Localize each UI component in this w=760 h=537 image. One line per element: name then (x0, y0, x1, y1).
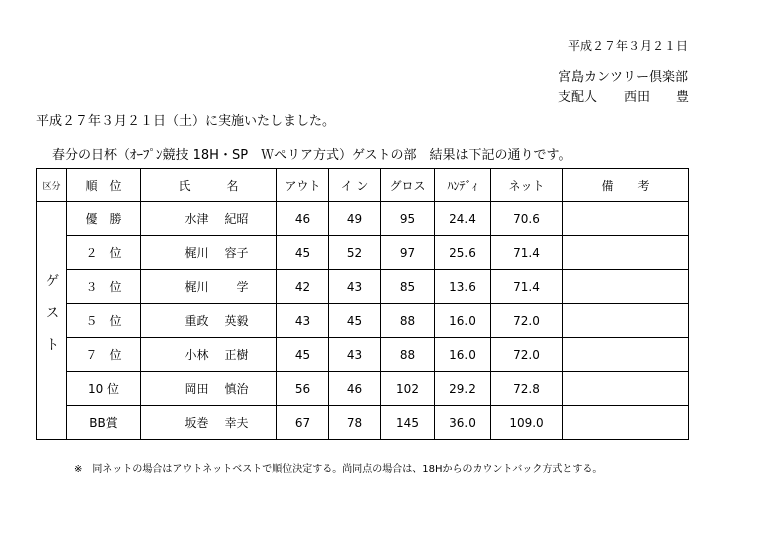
player-given-name: 正樹 (224, 348, 249, 362)
results-table (36, 168, 689, 440)
remarks-cell (563, 304, 689, 338)
player-surname: 坂巻 (184, 416, 209, 430)
manager-name: 西田 豊 (624, 90, 690, 105)
net-cell: 70.6 (491, 202, 563, 236)
net-cell: 71.4 (491, 270, 563, 304)
remarks-cell (563, 406, 689, 440)
remarks-cell (563, 338, 689, 372)
out-cell: 42 (277, 270, 329, 304)
table-row (37, 338, 689, 372)
in-cell: 46 (329, 372, 381, 406)
net-cell: 72.8 (491, 372, 563, 406)
table-row (37, 270, 689, 304)
manager-role: 支配人 (558, 90, 598, 105)
player-name-cell (141, 372, 277, 406)
header-in: イ ン (329, 169, 381, 202)
out-cell: 43 (277, 304, 329, 338)
table-row (37, 406, 689, 440)
net-cell: 72.0 (491, 304, 563, 338)
out-cell: 67 (277, 406, 329, 440)
player-given-name: 慎治 (224, 382, 249, 396)
player-given-name: 英毅 (224, 314, 249, 328)
category-cell: ゲスト (37, 202, 67, 440)
player-name-cell (141, 236, 277, 270)
header-net: ネット (491, 169, 563, 202)
remarks-cell (563, 236, 689, 270)
document-date: 平成２７年３月２１日 (568, 39, 689, 53)
handicap-cell: 13.6 (435, 270, 491, 304)
rank-cell: BB賞 (67, 406, 141, 440)
player-given-name: 学 (224, 280, 249, 294)
player-surname: 小林 (184, 348, 209, 362)
player-name-cell (141, 270, 277, 304)
player-given-name: 幸夫 (224, 416, 249, 430)
in-cell: 78 (329, 406, 381, 440)
table-row (37, 304, 689, 338)
competition-title: 春分の日杯（ｵｰﾌﾟﾝ競技 18H・SP Ｗペリア方式）ゲストの部 結果は下記の通りです。 (52, 148, 572, 163)
handicap-cell: 16.0 (435, 304, 491, 338)
player-surname: 岡田 (184, 382, 209, 396)
gross-cell: 102 (381, 372, 435, 406)
club-name: 宮島カンツリー倶楽部 (558, 70, 689, 85)
header-name: 氏 名 (141, 169, 277, 202)
gross-cell: 145 (381, 406, 435, 440)
footnote: ※ 同ネットの場合はアウトネットベストで順位決定する。尚同点の場合は、18Hからのカウントバック方式とする。 (74, 464, 603, 475)
player-given-name: 紀昭 (224, 212, 249, 226)
rank-cell: ２ 位 (67, 236, 141, 270)
header-category: 区分 (37, 169, 67, 202)
rank-cell: 10 位 (67, 372, 141, 406)
handicap-cell: 36.0 (435, 406, 491, 440)
rank-cell: 優 勝 (67, 202, 141, 236)
in-cell: 52 (329, 236, 381, 270)
net-cell: 72.0 (491, 338, 563, 372)
remarks-cell (563, 202, 689, 236)
table-header-row (37, 169, 689, 202)
player-name-cell (141, 202, 277, 236)
gross-cell: 88 (381, 338, 435, 372)
out-cell: 45 (277, 236, 329, 270)
player-name-cell (141, 304, 277, 338)
player-name-cell (141, 406, 277, 440)
handicap-cell: 24.4 (435, 202, 491, 236)
header-rank: 順 位 (67, 169, 141, 202)
player-surname: 梶川 (184, 246, 209, 260)
table-row (37, 372, 689, 406)
rank-cell: ７ 位 (67, 338, 141, 372)
header-handicap: ﾊﾝﾃﾞｨ (435, 169, 491, 202)
table-row (37, 202, 689, 236)
handicap-cell: 16.0 (435, 338, 491, 372)
manager-line (558, 86, 689, 105)
net-cell: 71.4 (491, 236, 563, 270)
in-cell: 43 (329, 338, 381, 372)
remarks-cell (563, 372, 689, 406)
header-gross: グロス (381, 169, 435, 202)
handicap-cell: 25.6 (435, 236, 491, 270)
out-cell: 56 (277, 372, 329, 406)
header-out: アウト (277, 169, 329, 202)
player-surname: 重政 (184, 314, 209, 328)
player-surname: 梶川 (184, 280, 209, 294)
remarks-cell (563, 270, 689, 304)
out-cell: 46 (277, 202, 329, 236)
rank-cell: ５ 位 (67, 304, 141, 338)
table-row (37, 236, 689, 270)
gross-cell: 85 (381, 270, 435, 304)
in-cell: 43 (329, 270, 381, 304)
out-cell: 45 (277, 338, 329, 372)
player-given-name: 容子 (224, 246, 249, 260)
gross-cell: 88 (381, 304, 435, 338)
header-remarks: 備 考 (563, 169, 689, 202)
player-name-cell (141, 338, 277, 372)
handicap-cell: 29.2 (435, 372, 491, 406)
in-cell: 49 (329, 202, 381, 236)
net-cell: 109.0 (491, 406, 563, 440)
gross-cell: 97 (381, 236, 435, 270)
rank-cell: ３ 位 (67, 270, 141, 304)
intro-text: 平成２７年３月２１日（土）に実施いたしました。 (36, 114, 336, 129)
gross-cell: 95 (381, 202, 435, 236)
in-cell: 45 (329, 304, 381, 338)
player-surname: 水津 (184, 212, 209, 226)
